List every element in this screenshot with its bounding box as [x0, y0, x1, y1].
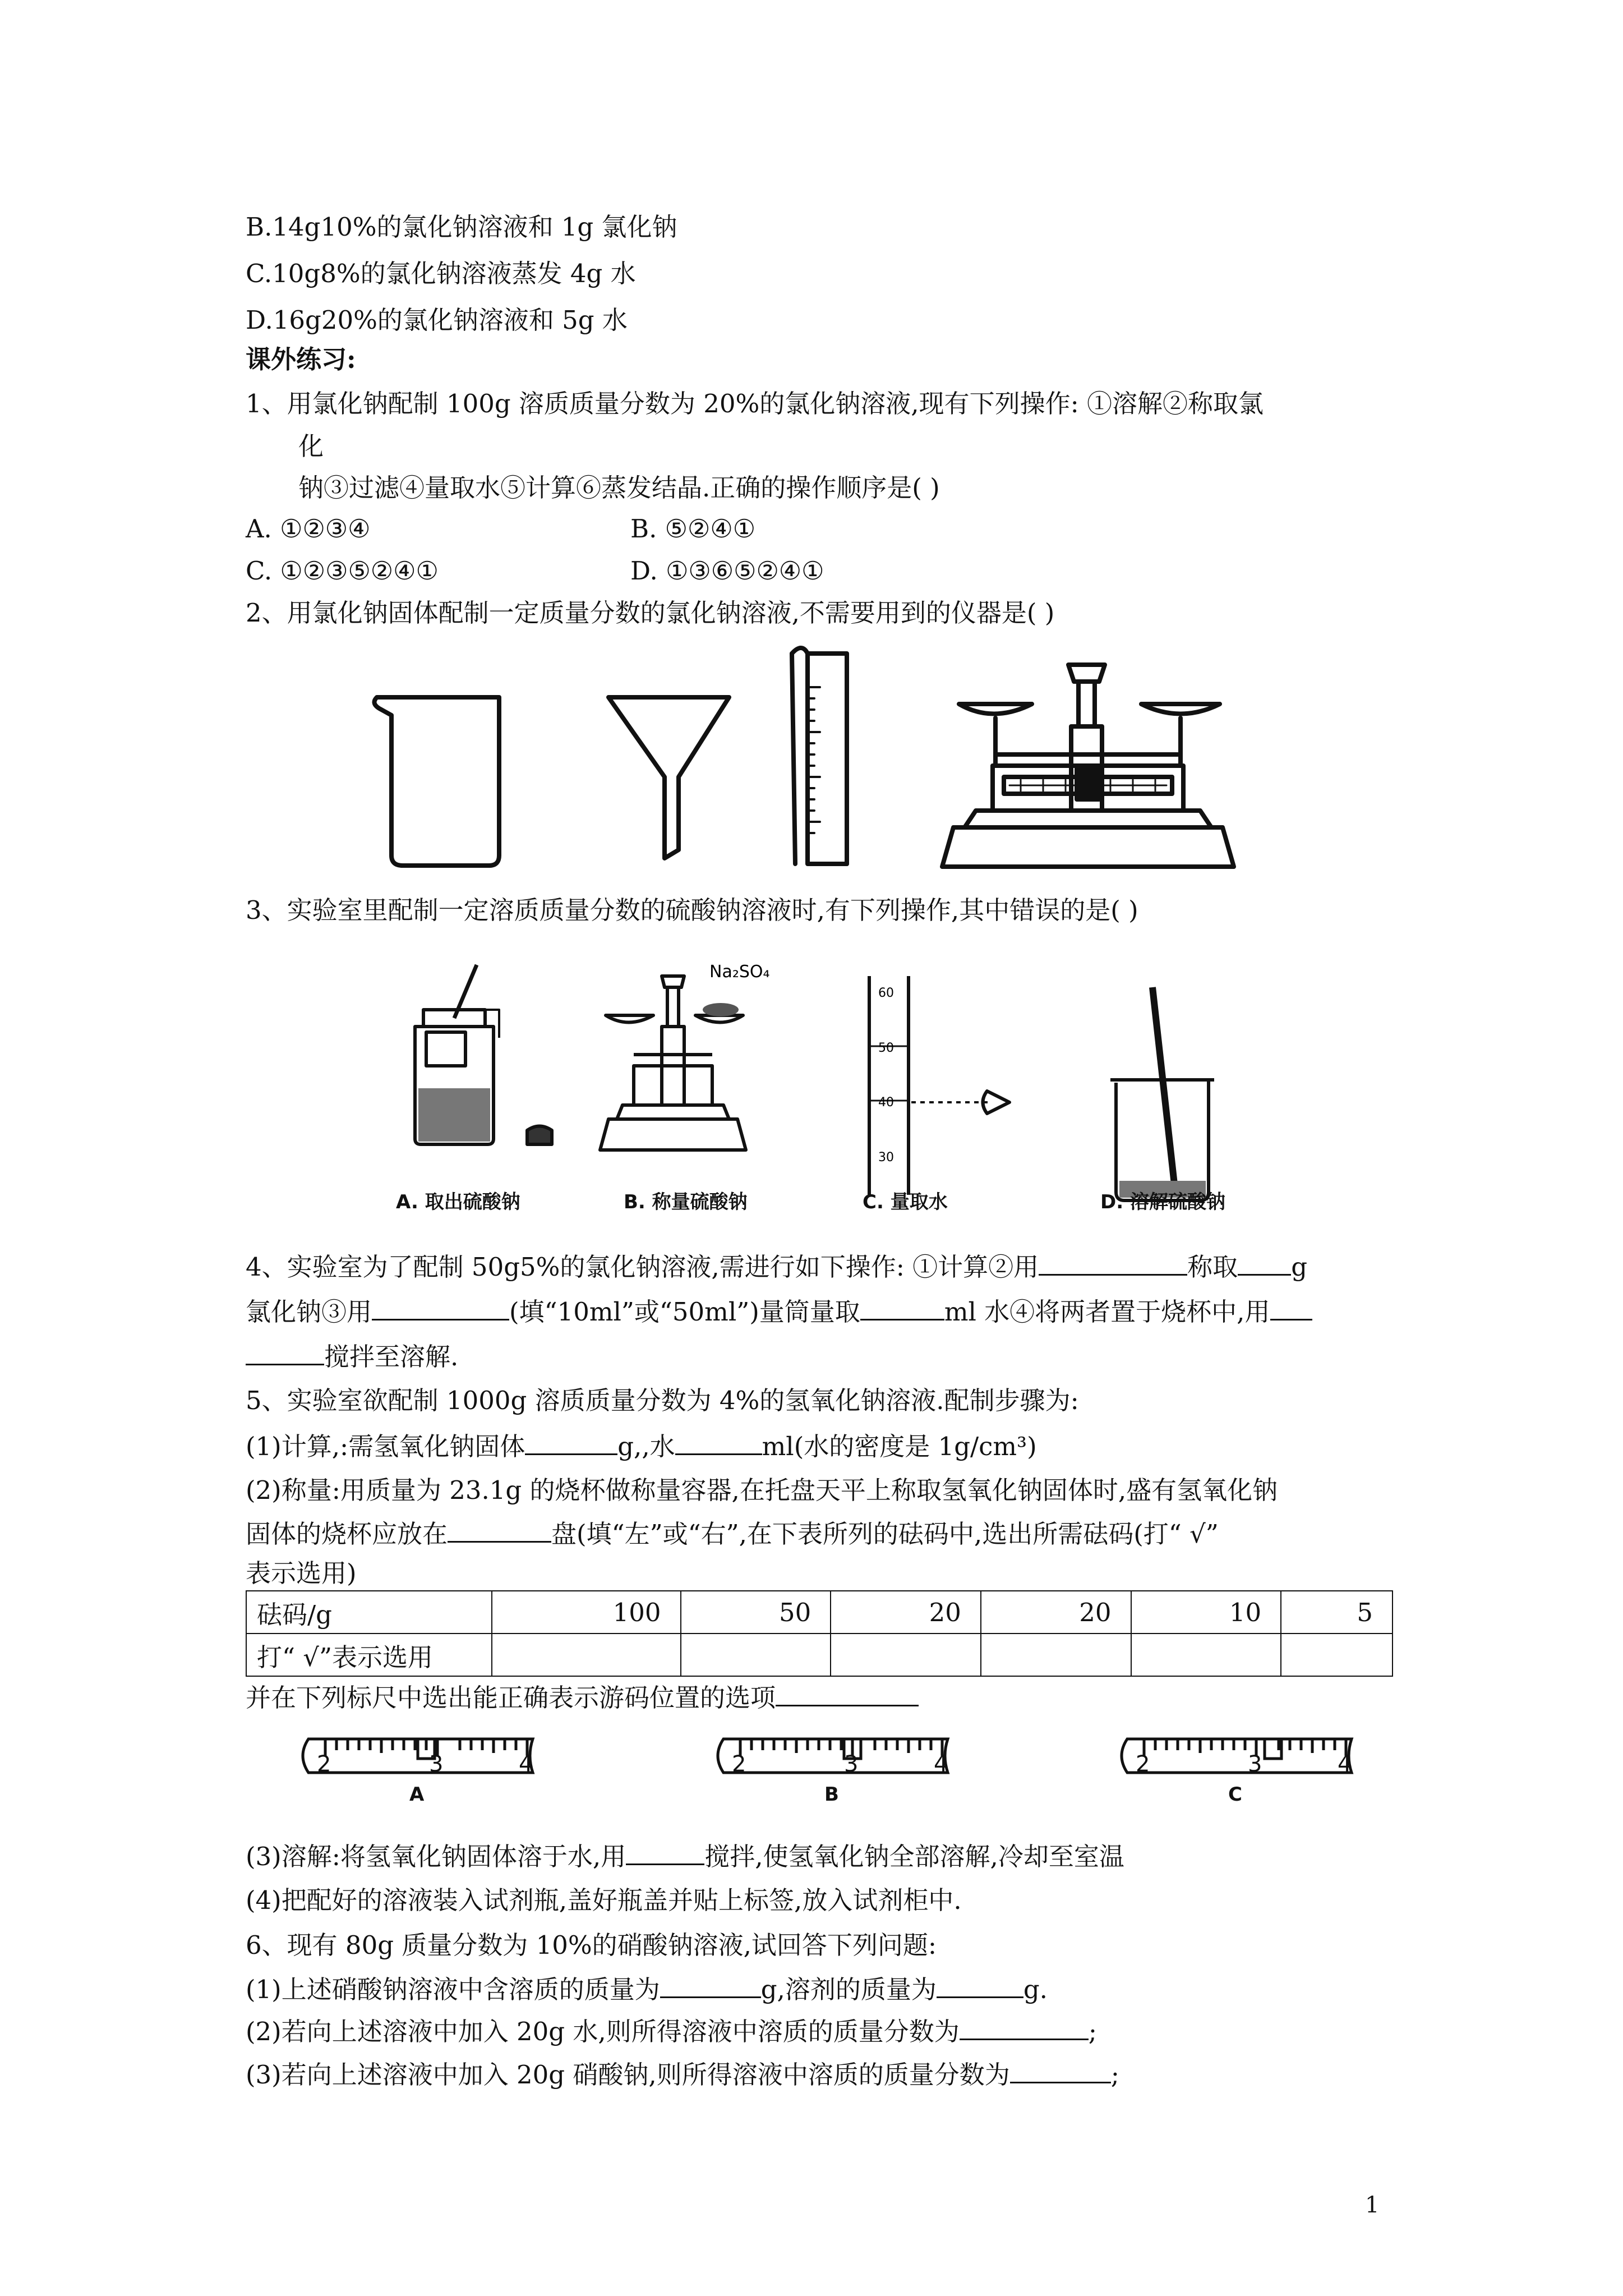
ruler-label-c: C	[1228, 1783, 1242, 1806]
q5-s2-text-b: 固体的烧杯应放在	[246, 1519, 448, 1549]
weight-cell: 20	[831, 1591, 981, 1634]
table-head-cell: 砝码/g	[246, 1591, 492, 1634]
ruler-a-2: 2	[317, 1751, 331, 1777]
q3-operations-figure	[393, 954, 1267, 1223]
caption-d: D. 溶解硫酸钠	[1100, 1191, 1225, 1213]
q4-blank-stir-a[interactable]	[1270, 1294, 1312, 1320]
q6-s3-text-a: (3)若向上述溶液中加入 20g 硝酸钠,则所得溶液中溶质的质量分数为	[246, 2060, 1010, 2090]
measuring-cylinder-icon	[792, 648, 847, 864]
q4-text-1: 4、实验室为了配制 50g5%的氯化钠溶液,需进行如下操作: ①计算②用	[246, 1252, 1039, 1282]
q6-blank-solute[interactable]	[660, 1972, 761, 1998]
section-heading: 课外练习:	[246, 344, 356, 374]
funnel-icon	[608, 697, 729, 858]
q4-text-2: 称取	[1187, 1252, 1238, 1282]
q6-s1-text-a: (1)上述硝酸钠溶液中含溶质的质量为	[246, 1975, 660, 2004]
q5-s1-text-a: (1)计算,:需氢氧化钠固体	[246, 1432, 525, 1461]
q6-blank-fraction-b[interactable]	[1010, 2057, 1111, 2083]
q5-step4: (4)把配好的溶液装入试剂瓶,盖好瓶盖并贴上标签,放入试剂柜中.	[246, 1885, 962, 1915]
q5-step2-line2	[246, 1516, 1219, 1551]
check-cell[interactable]	[681, 1634, 831, 1676]
chem-label: Na₂SO₄	[709, 962, 770, 982]
q4-blank-volume[interactable]	[860, 1294, 944, 1320]
q5-stem: 5、实验室欲配制 1000g 溶质质量分数为 4%的氢氧化钠溶液.配制步骤为:	[246, 1386, 1079, 1415]
ruler-b	[718, 1739, 948, 1773]
option-b-line: B.14g10%的氯化钠溶液和 1g 氯化钠	[246, 212, 677, 242]
q4-blank-instrument[interactable]	[1039, 1249, 1187, 1276]
q1-stem-line1b: 化	[298, 431, 324, 461]
q4-text-6: ml 水④将两者置于烧杯中,用	[944, 1297, 1270, 1327]
q4-text-3: g	[1291, 1252, 1307, 1282]
option-c-line: C.10g8%的氯化钠溶液蒸发 4g 水	[246, 259, 636, 288]
caption-a: A. 取出硫酸钠	[396, 1191, 520, 1213]
q6-blank-fraction-a[interactable]	[960, 2014, 1089, 2040]
table-row	[246, 1634, 1393, 1676]
ruler-a-3: 3	[429, 1751, 444, 1777]
q6-blank-solvent[interactable]	[937, 1972, 1023, 1998]
page-number: 1	[1365, 2192, 1380, 2218]
q5-blank-stir[interactable]	[626, 1839, 704, 1865]
q6-stem: 6、现有 80g 质量分数为 10%的硝酸钠溶液,试回答下列问题:	[246, 1930, 937, 1960]
weights-table	[246, 1590, 1393, 1677]
check-cell[interactable]	[1281, 1634, 1393, 1676]
q2-stem: 2、用氯化钠固体配制一定质量分数的氯化钠溶液,不需要用到的仪器是( )	[246, 598, 1055, 628]
q3-stem: 3、实验室里配制一定溶质质量分数的硫酸钠溶液时,有下列操作,其中错误的是( )	[246, 895, 1138, 925]
q4-blank-stir-b[interactable]	[246, 1339, 324, 1365]
check-cell[interactable]	[1131, 1634, 1281, 1676]
check-cell[interactable]	[492, 1634, 681, 1676]
weighing-balance-icon	[600, 976, 746, 1150]
q6-s2-text-b: ;	[1088, 2017, 1097, 2046]
q1-option-d: D. ①③⑥⑤②④①	[630, 556, 824, 586]
q5-s1-text-c: ml(水的密度是 1g/cm³)	[762, 1432, 1037, 1461]
ruler-c-3: 3	[1248, 1751, 1262, 1777]
caption-c: C. 量取水	[863, 1191, 948, 1213]
caption-b: B. 称量硫酸钠	[624, 1191, 748, 1213]
weight-cell: 50	[681, 1591, 831, 1634]
weight-cell: 100	[492, 1591, 681, 1634]
q1-option-c: C. ①②③⑤②④①	[246, 556, 439, 586]
weight-cell: 5	[1281, 1591, 1393, 1634]
q2-apparatus-figure	[359, 642, 1279, 872]
q6-part1	[246, 1972, 1048, 2007]
scale-60: 60	[878, 986, 894, 1000]
q4-line3	[246, 1339, 458, 1374]
q4-text-5: (填“10ml”或“50ml”)量筒量取	[509, 1297, 860, 1327]
table-row2-label: 打“ √”表示选用	[246, 1634, 492, 1676]
ruler-a	[303, 1739, 533, 1773]
q6-s2-text-a: (2)若向上述溶液中加入 20g 水,则所得溶液中溶质的质量分数为	[246, 2017, 960, 2046]
q5-blank-water[interactable]	[675, 1429, 762, 1455]
q5-step1	[246, 1429, 1037, 1464]
scale-50: 50	[878, 1041, 894, 1055]
ruler-label-b: B	[824, 1783, 839, 1806]
ruler-c-2: 2	[1136, 1751, 1150, 1777]
ruler-c	[1122, 1739, 1352, 1773]
q1-stem-line1: 1、用氯化钠配制 100g 溶质质量分数为 20%的氯化钠溶液,现有下列操作: ①溶解②称取氯	[246, 389, 1264, 418]
q6-part3	[246, 2057, 1119, 2092]
q4-blank-cylinder[interactable]	[372, 1294, 509, 1320]
bottle-cap-icon	[527, 1126, 552, 1145]
check-cell[interactable]	[831, 1634, 981, 1676]
ruler-a-4: 4	[519, 1751, 533, 1777]
ruler-question	[246, 1680, 919, 1715]
ruler-question-text: 并在下列标尺中选出能正确表示游码位置的选项	[246, 1683, 776, 1713]
q6-s1-text-c: g.	[1023, 1975, 1048, 2004]
ruler-figure	[292, 1722, 1391, 1834]
q6-s1-text-b: g,溶剂的质量为	[760, 1975, 937, 2004]
q1-option-a: A. ①②③④	[246, 514, 371, 544]
q5-step2-line1: (2)称量:用质量为 23.1g 的烧杯做称量容器,在托盘天平上称取氢氧化钠固体时,盛有氢氧化钠	[246, 1475, 1278, 1505]
weight-cell: 10	[1131, 1591, 1281, 1634]
q5-s1-text-b: g,,水	[617, 1432, 675, 1461]
q5-step2-line3: 表示选用)	[246, 1558, 357, 1588]
q5-blank-naoh[interactable]	[525, 1429, 617, 1455]
q4-line1	[246, 1249, 1307, 1284]
q6-s3-text-b: ;	[1110, 2060, 1119, 2090]
ruler-b-3: 3	[844, 1751, 859, 1777]
ruler-b-4: 4	[934, 1751, 948, 1777]
q4-text-4: 氯化钠③用	[246, 1297, 372, 1327]
check-cell[interactable]	[981, 1634, 1131, 1676]
q4-blank-mass[interactable]	[1238, 1249, 1291, 1276]
ruler-label-a: A	[409, 1783, 425, 1806]
scale-40: 40	[878, 1096, 894, 1110]
weight-cell: 20	[981, 1591, 1131, 1634]
q5-s2-text-c: 盘(填“左”或“右”,在下表所列的砝码中,选出所需砝码(打“ √”	[551, 1519, 1219, 1549]
q5-step3	[246, 1839, 1124, 1874]
q4-line2	[246, 1294, 1312, 1329]
q5-s3-text-a: (3)溶解:将氢氧化钠固体溶于水,用	[246, 1842, 626, 1871]
q1-option-b: B. ⑤②④①	[630, 514, 756, 544]
q6-part2	[246, 2014, 1097, 2049]
dissolving-beaker-icon	[1110, 987, 1214, 1200]
q5-s3-text-b: 搅拌,使氢氧化钠全部溶解,冷却至室温	[704, 1842, 1124, 1871]
q5-blank-ruler[interactable]	[776, 1680, 919, 1706]
table-row	[246, 1591, 1393, 1634]
q1-stem-line2: 钠③过滤④量取水⑤计算⑥蒸发结晶.正确的操作顺序是( )	[298, 473, 940, 503]
balance-icon	[942, 665, 1234, 867]
ruler-c-4: 4	[1338, 1751, 1352, 1777]
ruler-b-2: 2	[732, 1751, 746, 1777]
scale-30: 30	[878, 1151, 894, 1165]
beaker-icon	[375, 697, 500, 866]
q5-blank-pan[interactable]	[448, 1516, 551, 1543]
option-d-line: D.16g20%的氯化钠溶液和 5g 水	[246, 305, 628, 335]
jar-contents	[418, 1088, 490, 1142]
q4-text-7: 搅拌至溶解.	[324, 1342, 459, 1372]
